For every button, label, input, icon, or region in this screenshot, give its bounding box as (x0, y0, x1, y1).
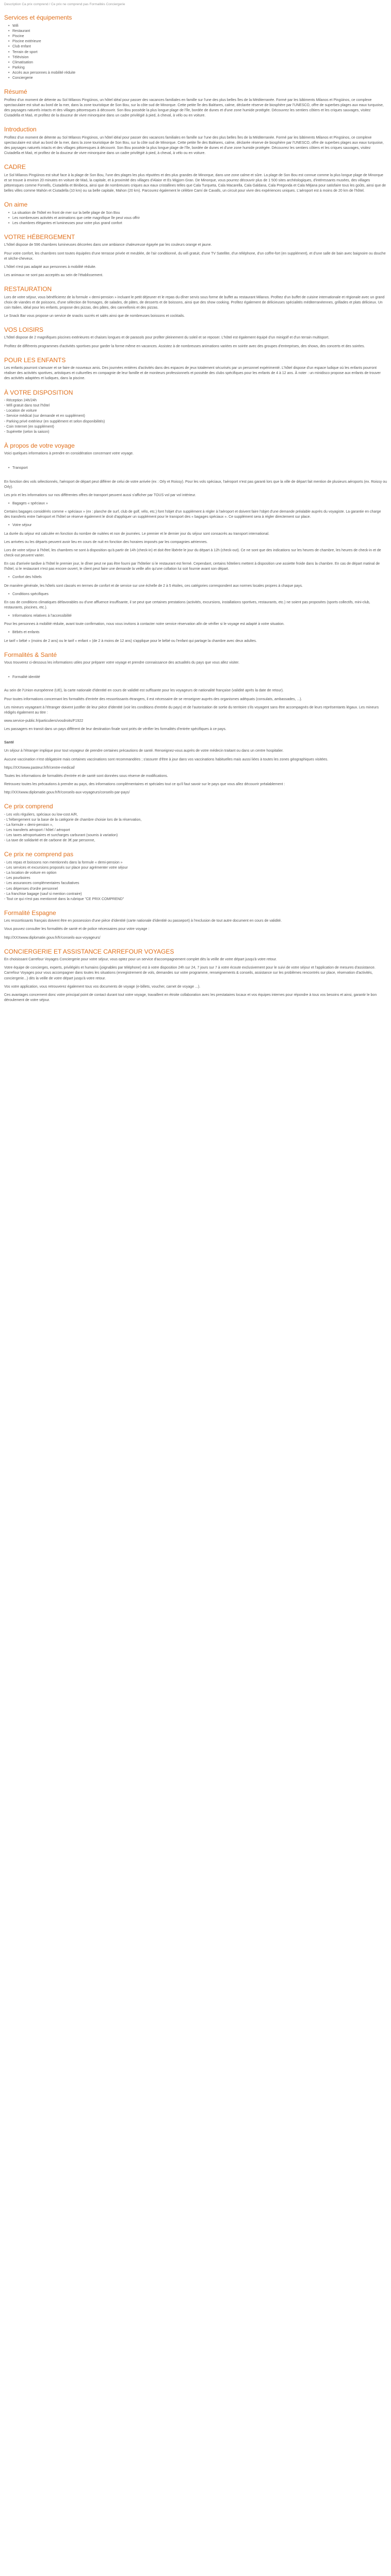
list-item: • Piscine (12, 34, 387, 39)
voyage-prix: Les prix et les informations sur nos différentes offres de transport peuvent aussi s'afficher par TOUS vol par vol intérieur. (4, 493, 196, 497)
voyage-confort: De manière générale, les hôtels sont classés en termes de confort et de service sur une échelle de 2 à 5 étoiles, ces catégories correspondent aux normes locales propres à chaque pays. (4, 584, 303, 588)
list-item: - Les vols réguliers, spéciaux ou low-cost A/R, (4, 812, 78, 817)
formalites-intro: Vous trouverez ci-dessous les informations utiles pour préparer votre voyage et prendre connaissance des actualités du pays que vous allez visiter. (4, 661, 240, 665)
list-item: - Les pourboires (4, 876, 30, 880)
voyage-bagages: Certains bagages considérés comme « spéciaux » (ex : planche de surf, club de golf, vélo, etc.) font l'objet d'un supplément à régler à l'aéroport et doivent faire l'objet d'une demande préalable auprès du voyagiste. La garantie en charge des transferts entre l'aéroport et l'hôtel se réserve également le droit d'appliquer un supplément pour le transport des « bagages spéciaux ». Ce supplément sera à régler directement sur place. (4, 510, 381, 519)
list-item: - Les taxes aéroportuaires et surcharges carburant (soumis à variation) (4, 834, 118, 838)
voyage-bebes: Le tarif « bébé » (moins de 2 ans) ou le tarif « enfant » (de 2 à moins de 12 ans) s'applique pour le bébé ou l'enfant qui partage la chambre avec deux adultes. (4, 639, 257, 643)
list-item: • Les nombreuses activités et animations que cette magnifique île peut vous offrir (12, 216, 387, 221)
list-item: - La formule « demi-pension », (4, 823, 53, 827)
sante-p1: Un séjour à l'étranger implique pour tout voyageur de prendre certaines précautions de santé. Renseignez-vous auprès de votre médecin traitant ou dans un centre hospitalier. (4, 749, 284, 753)
list-item: - Les dépenses d'ordre personnel (4, 887, 58, 891)
list-item: • Conciergerie (12, 76, 387, 81)
enfants-title: POUR LES ENFANTS (4, 356, 66, 364)
sante-link-2[interactable]: http://XXXwww.diplomatie.gouv.fr/fr/conseils-aux-voyageurs/conseils-par-pays/ (4, 791, 130, 795)
list-item: - Les assurances complémentaires facultatives (4, 882, 79, 886)
on-aime-title: On aime (4, 201, 28, 209)
enfants-text: Les enfants pourront s'amuser et se faire de nouveaux amis. Des journées entières d'activités dans des espaces de jeux totalement sécurisés par un personnel expérimenté. L'hôtel dispose d'un espace ludique où les enfants pourront réaliser des activités sportives, artistiques et culturelles en compagnie de leur famille et de moniteurs professionnels et possède des clubs spécifiques pour les enfants de 4 à 12 ans. À noter : un minidisco propose aux enfants de trouver des activités adaptées et ludiques, dans la piscine. (4, 366, 381, 381)
list-item: • Terrain de sport (12, 50, 387, 55)
voyage-sejour3: Lors de votre séjour à l'hôtel, les chambres ne sont à disposition qu'à partir de 14h (check-in) et doit être libérée le jour du départ à 12h (check-out). Ce ne sont que des indications sur les heures de chambre, les heures de check-in et de check-out peuvent varier. (4, 548, 381, 558)
accessibilite-label: • Informations relatives à l'accessibilité (12, 614, 387, 619)
breadcrumb: Description Ca prix comprend / Ce prix ne comprend pas Formalités Conciergerie (4, 3, 125, 6)
page (0, 0, 391, 1003)
list-item: - Les repas et boissons non mentionnés dans la formule « demi-pension » (4, 860, 123, 865)
list-item: - Réception 24h/24h (4, 398, 37, 402)
voyage-accessibilite: Pour les personnes à mobilité réduite, avant toute confirmation, nous vous invitons à contacter notre service réservation afin de vérifier si le voyage est adapté à votre situation. (4, 622, 285, 626)
restauration-p2: Le Snack Bar vous propose un service de snacks sucrés et salés ainsi que de nombreuses boissons et cocktails. (4, 314, 185, 318)
transport-label: • Transport (12, 466, 387, 471)
sante-p3: Toutes les informations de formalités d'entrée et de santé sont données sous réserve de modifications. (4, 774, 168, 778)
bagages-label: • Bagages « spéciaux » (12, 501, 387, 506)
list-item: - Tout ce qui n'est pas mentionné dans la rubrique "CE PRIX COMPREND" (4, 897, 124, 901)
hebergement-p1: L'hôtel dispose de 596 chambres lumineuses décorées dans une ambiance chaleureuse égayée par les couleurs orange et jaune. (4, 243, 212, 247)
voyage-intro: Voici quelques informations à prendre en considération concernant votre voyage. (4, 452, 134, 456)
list-item: - Wifi gratuit dans tout l'hôtel (4, 404, 50, 408)
list-item: - Parking privé extérieur (en supplément et selon disponibilités) (4, 419, 105, 423)
conciergerie-p4: Ces avantages concernent donc votre principal point de contact durant tout votre voyage, travaillent en étroite collaboration avec les prestataires locaux et vos équipes internes pour répondre à tous vos besoins et ainsi, garantir le bon déroulement de votre séjour. (4, 993, 377, 1002)
voyage-conditions: En cas de conditions climatiques défavorables ou d'une affluence insuffisante, il se peut que certaines prestations (activités, excursions, installations sportives, restaurants, etc.) ne soient pas proposées (sports collectifs, mini-club, restaurants, piscines, etc.). (4, 600, 370, 609)
voyage-sejour1: La durée du séjour est calculée en fonction du nombre de nuitées et non de journées. Le premier et le dernier jour du séjour sont consacrés au transport international. (4, 532, 270, 536)
list-item: - La taxe de solidarité et de carbone de 3€ par personne, (4, 839, 95, 843)
on-aime-list (4, 211, 387, 226)
conciergerie-p2: Votre équipe de concierges, experts, privilégiés et humains (joignables par téléphone) est à votre disposition 24h sur 24, 7 jours sur 7 à votre écoute exclusivement pour le suivi de votre séjour et l'application de mesures d'assistance. Carrefour Voyages pour vous accompagner dans toutes les situations (enregistrement de vols, demandes sur votre programme, renseignements & conseils, assistance sur les problèmes rencontrés sur place, réservation d'activités, conciergerie...) dès la veille de votre départ jusqu'à votre retour. (4, 966, 376, 980)
espagne-p1: Les ressortissants français doivent être en possession d'une pièce d'identité (carte nationale d'identité ou passeport) à l'exclusion de tout autre document en cours de validité. (4, 919, 282, 923)
services-list (4, 24, 387, 81)
sante-link[interactable]: https://XXXwww.pasteur.fr/fr/centre-medical/ (4, 766, 75, 770)
conciergerie-title: CONCIERGERIE ET ASSISTANCE CARREFOUR VOYAGES (4, 947, 174, 955)
confort-label: • Confort des hôtels (12, 575, 387, 580)
loisirs-title: VOS LOISIRS (4, 326, 44, 334)
list-item: • Climatisation (12, 60, 387, 65)
identite-label: • Formalité identité (12, 675, 387, 680)
espagne-p2: Vous pouvez consulter les formalités de santé et de police nécessaires pour votre voyage : (4, 927, 150, 931)
prix-comprend-title: Ce prix comprend (4, 803, 53, 810)
identite-p1: Au sein de l'Union européenne (UE), la carte nationale d'identité en cours de validité est suffisante pour les voyageurs de nationalité française (validité après la date de retour). (4, 689, 284, 693)
list-item: - Les transferts aéroport / hôtel / aéroport (4, 828, 70, 833)
hebergement-p2: Pour votre confort, les chambres sont toutes équipées d'une terrasse privée et meublée, de l'air conditionné, du wifi gratuit, d'une TV Satellite, d'un téléphone, d'un coffre-fort (en supplément), et d'une salle de bain avec baignoire ou douche et sèche-cheveux. (4, 251, 386, 261)
identite-p3: Les mineurs voyageant à l'étranger doivent justifier de leur pièce d'identité (voir les conditions d'entrée du pays) et de l'autorisation de sortie du territoire s'ils voyagent sans être accompagnés de leurs représentants légaux. Les mineurs rédigés également au titre : (4, 705, 379, 715)
list-item: - La franchise bagage (sauf si mention contraire) (4, 892, 82, 896)
identite-p4: Les passagers en transit dans un pays différent de leur destination finale sont priés de vérifier les formalités d'entrée spécifiques à ce pays. (4, 727, 226, 732)
list-item: • Les chambres élégantes et lumineuses pour votre plus grand confort (12, 221, 387, 226)
hebergement-title: VOTRE HÉBERGEMENT (4, 233, 75, 241)
services-title: Services et équipements (4, 14, 72, 22)
resume-title: Résumé (4, 88, 27, 96)
cadre-title: CADRE (4, 163, 26, 171)
restauration-title: RESTAURATION (4, 285, 52, 293)
resume-text: Profitez d'un moment de détente au Sol Milanos Pingüinos, un hôtel idéal pour passer des vacances familiales en famille sur l'une des plus belles îles de la Méditerranée. Formé par les bâtiments Milanos et Pingüinos, ce complexe spectaculaire est situé au bord de la mer, dans la zone touristique de Son Bou, sur la côte sud de Minorque. Cette petite île des Baléares, calme, déclarée réserve de biosphère par l'UNESCO, offre de superbes plages aux eaux turquoise, des paysages naturels intacts et des villages pittoresques à découvrir. Son Bou possède la plus longue plage de l'île, bordée de dunes et d'une zone humide protégée. Découvrez les sentiers côtiers et les criques sauvages, visitez Ciutadella et Maó, et profitez de la douceur de vivre minorquine dans un cadre privilégié à pied, à cheval, à vélo ou en voiture. (4, 98, 384, 118)
formalites-title: Formalités & Santé (4, 651, 57, 658)
prix-comprend-list (4, 812, 387, 844)
voyage-sejour2: Les arrivées ou les départs peuvent avoir lieu en cours de nuit en fonction des horaires imposés par les compagnies aériennes. (4, 540, 208, 544)
prix-ne-comprend-title: Ce prix ne comprend pas (4, 851, 74, 858)
conciergerie-p3: Vos votre application, vous retrouverez également tous vos documents de voyage (e-billets, voucher, carnet de voyage ...). (4, 985, 201, 989)
prix-ne-comprend-list (4, 860, 387, 902)
hebergement-p3: L'hôtel n'est pas adapté aux personnes à mobilité réduite. (4, 265, 96, 269)
cadre-text: Le Sol Milanos Pingüinos est situé face à la plage de Son Bou, l'une des plages les plus réputées et des plus grandes de Minorque, dans une zone calme et sûre. La plage de Son Bou est connue comme la plus longue plage de Minorque et se trouve à environ 20 minutes en voiture de Maó, la capitale, et à proximité des villages d'Alaior et Es Migjorn Gran. De Minorque, vous pourrez découvrir plus de 1 500 sites archéologiques, d'intéressants musées, des villages pittoresques comme Fornells, Ciutadella et Binibeca, ainsi que de nombreuses criques aux eaux cristallines telles que Cala Turqueta, Cala Macarella, Cala Galdana, Cala Pregonda et Cala Mitjana pour satisfaire tous les goûts, ainsi que de belles villes comme Mahón et Ciutadella (10 km) ou sa belle capitale, Mahon (20 km). Parcourez également le célèbre Camí de Cavalls, un circuit pour vivre des expériences uniques. L'aéroport est à moins de 20 km de l'hôtel. (4, 173, 386, 193)
hebergement-p4: Les animaux ne sont pas acceptés au sein de l'établissement. (4, 273, 104, 277)
list-item: • La situation de l'hôtel en front de mer sur la belle plage de Son Bou (12, 211, 387, 216)
list-item: • Restaurant (12, 29, 387, 34)
sante-p2: Aucune vaccination n'est obligatoire mais certaines vaccinations sont recommandées ; s'assurer d'être à jour dans vos vaccinations habituelles mais aussi liées à toutes les zones géographiques visitées. (4, 757, 329, 761)
restauration-p1: Lors de votre séjour, vous bénéficierez de la formule « demi-pension » incluant le petit déjeuner et le repas du dîner servis sous forme de buffet au restaurant Milanos. Profitez d'un buffet de cuisine internationale et régionale avec un grand choix de viandes et de poissons, d'une sélection de fromages, de salades, de pâtes, de desserts et de boissons, ainsi que des show cooking. Profitez également de délicieuses spécialités méditerranéennes, grillades et plats délicieux. Un coin Italien, idéal pour les enfants, propose des pizzas, des pâtes, des cannellonis et des pizzas. (4, 295, 385, 310)
intro-title: Introduction (4, 126, 37, 133)
espagne-link[interactable]: http://XXXwww.diplomatie.gouv.fr/fr/conseils-aux-voyageurs/ (4, 936, 101, 940)
sejour-label: • Votre séjour (12, 523, 387, 528)
list-item: - Supérette (selon la saison) (4, 430, 50, 434)
conditions-label: • Conditions spécifiques (12, 592, 387, 597)
disposition-title: À VOTRE DISPOSITION (4, 388, 73, 396)
list-item: • Club enfant (12, 44, 387, 49)
conciergerie-p1: En choisissant Carrefour Voyages Conciergerie pour votre séjour, vous optez pour un service d'accompagnement complet dès la veille de votre départ jusqu'à votre retour. (4, 958, 277, 962)
list-item: - Coin Internet (en supplément) (4, 425, 54, 429)
identite-p2: Pour toutes informations concernant les formalités d'entrée des ressortissants étrangers, il est nécessaire de se renseigner auprès des organismes adéquats (consulats, ambassades, ...). (4, 697, 302, 701)
loisirs-p2: Profitez de différents programmes d'activités sportives pour garder la forme même en vacances. Assistez à de nombreuses animations variées en soirée avec des groupes d'entreprises, des shows, des concerts et des soirées. (4, 344, 365, 348)
formalite-espagne-title: Formalité Espagne (4, 909, 56, 917)
list-item: • Parking (12, 65, 387, 71)
sante-label: Santé (4, 741, 14, 745)
sante-p4: Retrouvez toutes les précautions à prendre au pays, des informations complémentaires et spéciales tout ce qu'il faut savoir sur le pays que vous allez découvrir préalablement : (4, 782, 285, 786)
bebes-label: • Bébés et enfants (12, 630, 387, 635)
voyage-sejour4: En cas d'arrivée tardive à l'hôtel le premier jour, le dîner peut ne pas être fourni par l'hôtelier si le restaurant est fermé. Cependant, certains hôteliers mettent à disposition une assiette froide dans la chambre. En cas de départ matinal de l'hôtel, si le restaurant n'est pas encore ouvert, le client peut faire une demande la veille afin qu'une collation lui soit fournie avant son départ. (4, 562, 380, 571)
list-item: - La location de voiture en option (4, 871, 57, 875)
disposition-list (4, 398, 387, 435)
list-item: - L'hébergement sur la base de la catégorie de chambre choisie lors de la réservation, (4, 818, 142, 822)
voyage-title: À propos de votre voyage (4, 442, 75, 449)
list-item: - Service médical (sur demande et en supplément) (4, 414, 85, 418)
list-item: • Accès aux personnes à mobilité réduite (12, 71, 387, 76)
intro-text: Profitez d'un moment de détente au Sol Milanos Pingüinos, un hôtel idéal pour passer des vacances familiales en famille sur l'une des plus belles îles de la Méditerranée. Formé par les bâtiments Milanos et Pingüinos, ce complexe spectaculaire est situé au bord de la mer, dans la zone touristique de Son Bou, sur la côte sud de Minorque. Cette petite île des Baléares, calme, déclarée réserve de biosphère par l'UNESCO, offre de superbes plages aux eaux turquoise, des paysages naturels intacts et des villages pittoresques à découvrir. Son Bou possède la plus longue plage de l'île, bordée de dunes et d'une zone humide protégée. Découvrez les sentiers côtiers et les criques sauvages, visitez Ciutadella et Maó, et profitez de la douceur de vivre minorquine dans un cadre privilégié à pied, à cheval, à vélo ou en voiture. (4, 135, 384, 156)
list-item: • Télévision (12, 55, 387, 60)
list-item: • Wifi (12, 24, 387, 29)
identite-link[interactable]: www.service-public.fr/particuliers/vosdroits/F1922 (4, 719, 84, 723)
voyage-excursion: En fonction des vols sélectionnés, l'aéroport de départ peut différer de celui de votre arrivée (ex : Orly et Roissy). Pour les vols spéciaux, l'aéroport n'est pas garanti lors que la ville de départ fait mention de plusieurs aéroports (ex. Roissy ou Orly). (4, 480, 387, 489)
loisirs-p1: L'hôtel dispose de 2 magnifiques piscines extérieures et chaises longues et de parasols pour profiter pleinement du soleil et se reposer. L'hôtel est également équipé d'un minigolf et d'un terrain multisport. (4, 336, 330, 340)
list-item: - Location de voiture (4, 409, 37, 413)
list-item: - Les services et excursions proposés sur place pour agrémenter votre séjour (4, 866, 128, 870)
list-item: • Piscine extérieure (12, 39, 387, 44)
